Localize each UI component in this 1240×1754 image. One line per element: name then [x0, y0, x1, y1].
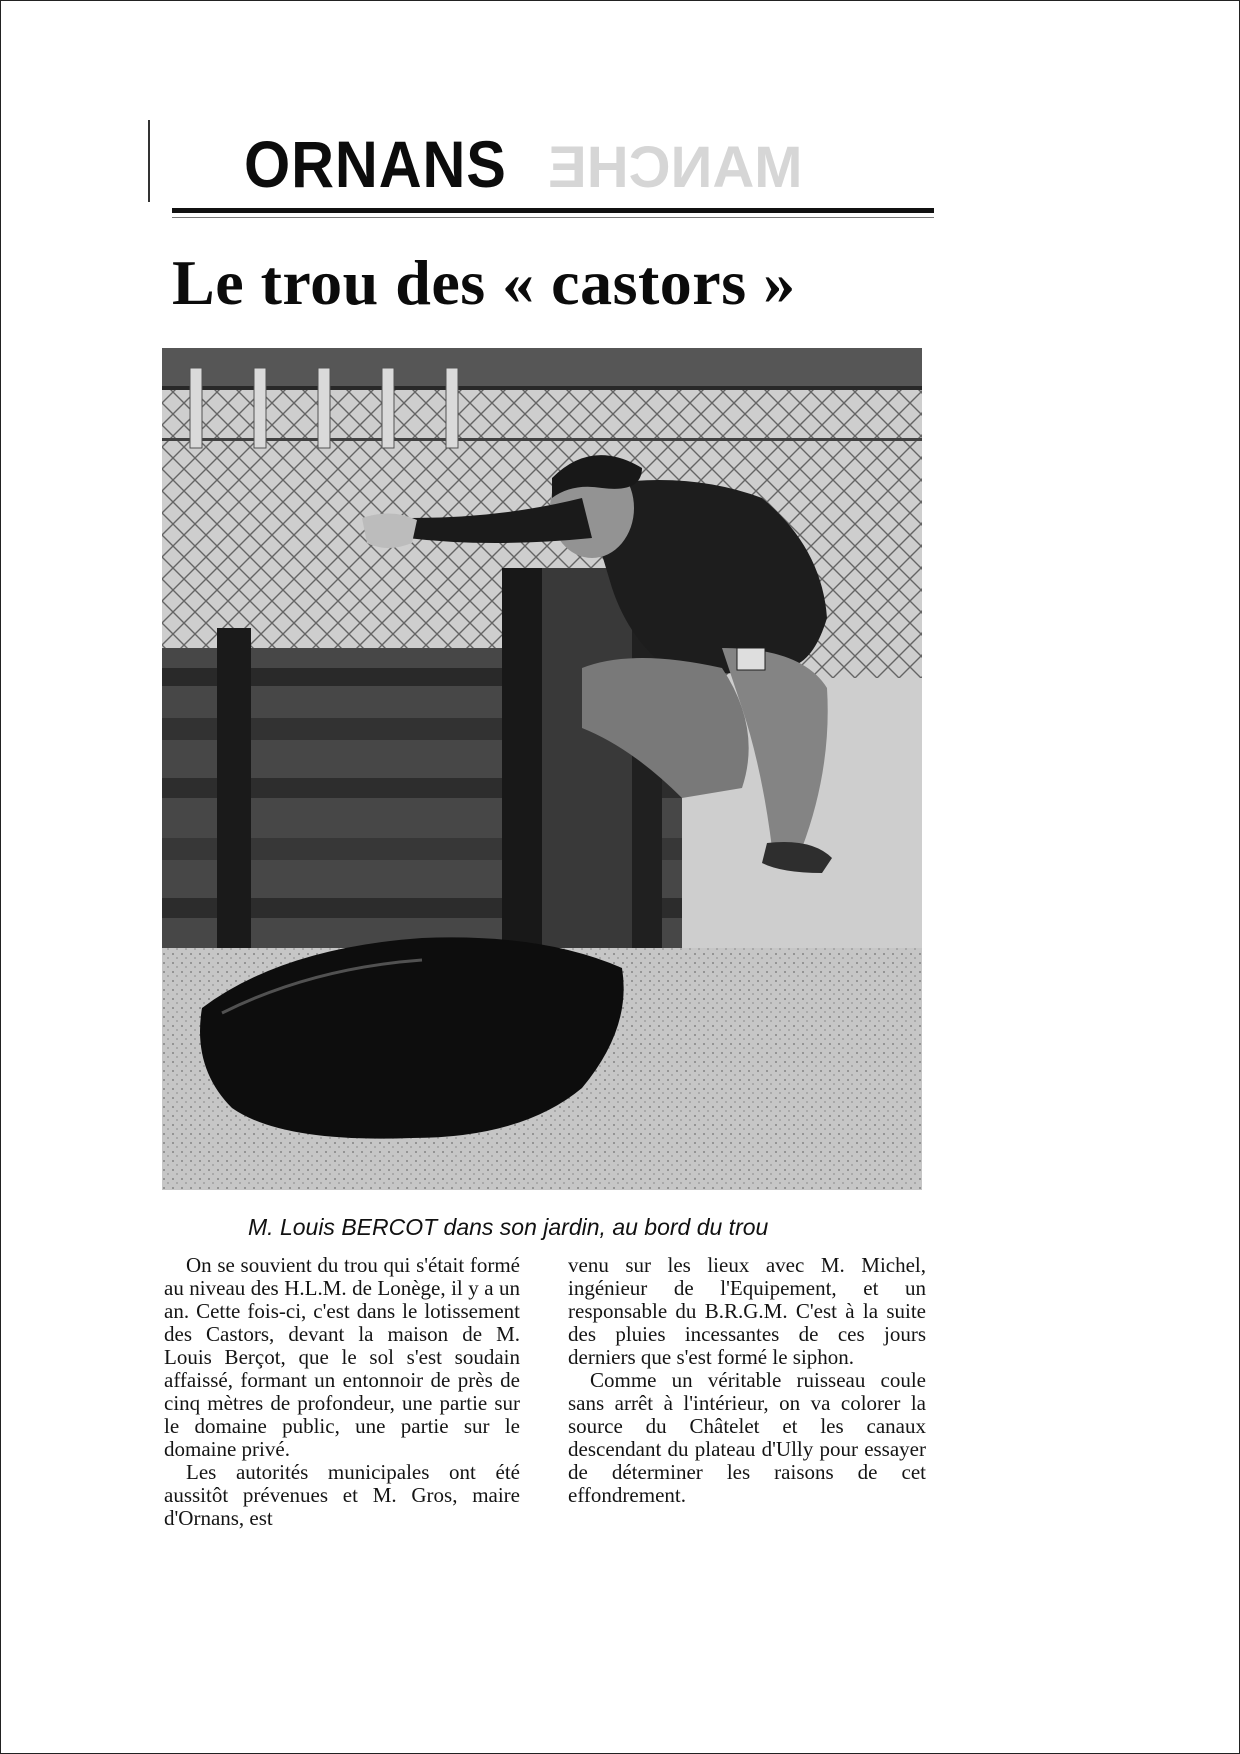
article-paragraph: Comme un véritable ruisseau coule sans arrêt à l'intérieur, on va colorer la source du Châtelet et les canaux descendant du plateau d'Ully pour essayer de déterminer les raisons de cet effondrement.	[568, 1368, 926, 1507]
bleed-through-text: MANCHE	[548, 135, 803, 200]
article-column-left	[164, 1254, 520, 1530]
article-paragraph: On se souvient du trou qui s'était formé au niveau des H.L.M. de Lonège, il y a un an. Cette fois-ci, c'est dans le lotissement des Castors, devant la maison de M. Louis Berçot, que le sol s'est soudain affaissé, formant un entonnoir de près de cinq mètres de profondeur, une partie sur le domaine public, une partie sur le domaine privé.	[164, 1253, 520, 1461]
section-heading: ORNANS	[244, 127, 507, 201]
article-paragraph: venu sur les lieux avec M. Michel, ingénieur de l'Equipement, et un responsable du B.R.G.M. C'est à la suite des pluies incessantes de ces jours derniers que s'est formé le siphon.	[568, 1253, 926, 1369]
article-paragraph: Les autorités municipales ont été aussitôt prévenues et M. Gros, maire d'Ornans, est	[164, 1460, 520, 1530]
photo-caption: M. Louis BERCOT dans son jardin, au bord du trou	[248, 1214, 769, 1240]
clipping-left-rule	[148, 120, 150, 202]
article-column-right	[568, 1254, 926, 1507]
heading-rule-thin	[172, 217, 934, 218]
article-photo	[162, 348, 922, 1190]
newspaper-clipping	[148, 120, 938, 1600]
article-headline: Le trou des « castors »	[172, 247, 796, 318]
heading-rule	[172, 208, 934, 213]
